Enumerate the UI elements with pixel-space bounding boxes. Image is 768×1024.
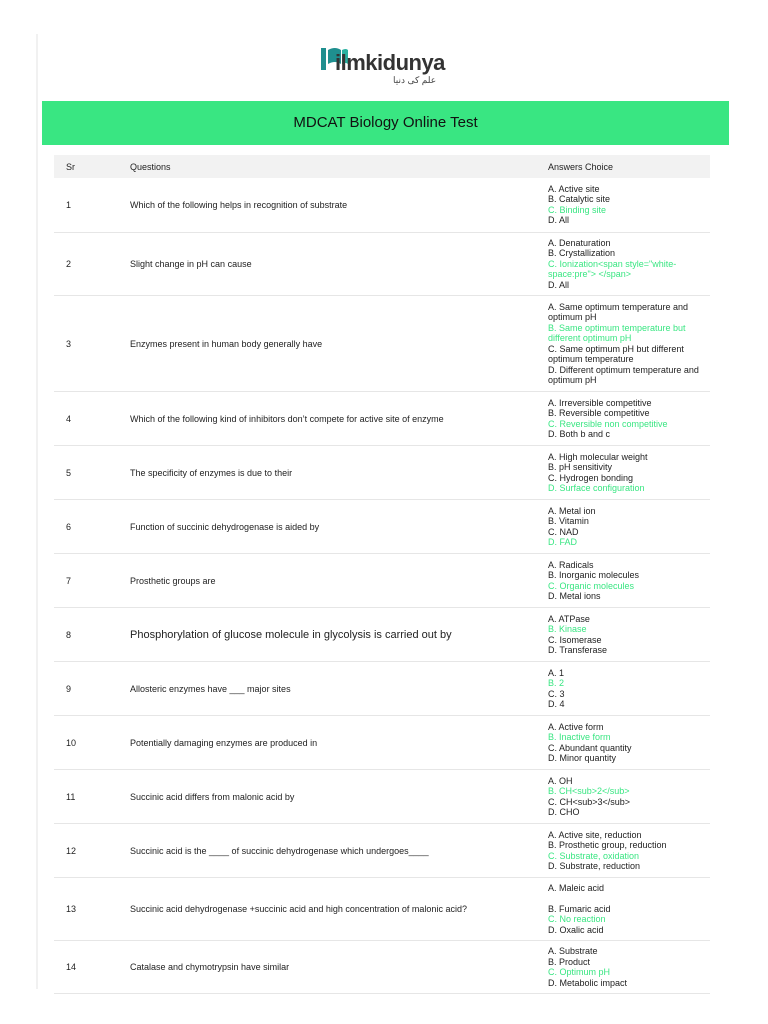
answer-option: B. pH sensitivity	[548, 462, 613, 472]
site-logo[interactable]	[319, 44, 459, 94]
question-text: Slight change in pH can cause	[118, 232, 536, 296]
page-title: MDCAT Biology Online Test	[293, 114, 478, 131]
answer-option: D. Transferase	[548, 645, 608, 655]
answer-option: A. Active site, reduction	[548, 829, 642, 840]
answer-option: D. All	[548, 215, 570, 226]
table-row	[54, 770, 710, 824]
answer-choices	[536, 662, 710, 716]
correct-answer-option: B. Same optimum temperature but different optimum pH	[548, 322, 686, 343]
question-number: 3	[54, 296, 118, 392]
question-text: The specificity of enzymes is due to their	[118, 446, 536, 500]
correct-answer-option: B. 2	[548, 678, 565, 688]
answer-option: D. Metal ions	[548, 591, 601, 601]
question-text: Allosteric enzymes have ___ major sites	[118, 662, 536, 716]
answer-option: C. CH<sub>3</sub>	[548, 796, 631, 807]
answer-choices	[536, 178, 710, 232]
answer-option: D. Substrate, reduction	[548, 861, 641, 871]
answer-option: A. Maleic acid	[548, 883, 605, 893]
answer-option: A. Active form	[548, 721, 604, 732]
question-number: 12	[54, 824, 118, 878]
logo-wordmark: ilmkidunya	[335, 50, 445, 75]
answer-option: C. Hydrogen bonding	[548, 472, 634, 483]
answer-option: C. NAD	[548, 526, 579, 537]
answer-option: D. Metabolic impact	[548, 977, 628, 988]
table-row	[54, 554, 710, 608]
question-text: Which of the following kind of inhibitors don’t compete for active site of enzyme	[118, 392, 536, 446]
table-row	[54, 716, 710, 770]
table-header-row	[54, 155, 710, 178]
correct-answer-option: C. No reaction	[548, 914, 606, 924]
question-number: 8	[54, 608, 118, 662]
question-number: 7	[54, 554, 118, 608]
answer-option: A. High molecular weight	[548, 451, 648, 462]
table-row	[54, 178, 710, 232]
question-number: 10	[54, 716, 118, 770]
page-title-banner	[42, 101, 729, 145]
answer-option: A. Radicals	[548, 559, 594, 570]
answer-option: D. 4	[548, 699, 565, 709]
answer-option: B. Product	[548, 956, 591, 967]
answer-option: C. Same optimum pH but different optimum temperature	[548, 343, 684, 364]
header-sr: Sr	[54, 155, 118, 178]
answer-option: D. Both b and c	[548, 429, 611, 439]
correct-answer-option: C. Organic molecules	[548, 580, 635, 591]
table-row	[54, 446, 710, 500]
answer-choices	[536, 608, 710, 662]
logo-tagline: علم کی دنیا	[393, 75, 437, 85]
answer-option: D. All	[548, 279, 570, 290]
answer-choices	[536, 446, 710, 500]
table-row	[54, 662, 710, 716]
question-number: 13	[54, 878, 118, 941]
question-text: Enzymes present in human body generally have	[118, 296, 536, 392]
correct-answer-option: C. Optimum pH	[548, 967, 611, 977]
answer-option: A. Irreversible competitive	[548, 397, 652, 408]
table-row	[54, 824, 710, 878]
table-row	[54, 878, 710, 941]
answer-option: A. OH	[548, 775, 573, 786]
question-text: Function of succinic dehydrogenase is aided by	[118, 500, 536, 554]
question-number: 5	[54, 446, 118, 500]
quiz-table-body	[54, 178, 710, 994]
question-number: 1	[54, 178, 118, 232]
question-text: Potentially damaging enzymes are produced in	[118, 716, 536, 770]
correct-answer-option: C. Substrate, oxidation	[548, 850, 640, 861]
answer-option: A. Metal ion	[548, 505, 596, 516]
answer-choices	[536, 500, 710, 554]
correct-answer-option: C. Ionization<span style="white-space:pre"> </span>	[548, 258, 677, 279]
correct-answer-option: B. CH<sub>2</sub>	[548, 786, 630, 796]
answer-choices	[536, 232, 710, 296]
answer-option: B. Catalytic site	[548, 194, 611, 205]
answer-choices	[536, 392, 710, 446]
question-text: Prosthetic groups are	[118, 554, 536, 608]
question-number: 11	[54, 770, 118, 824]
answer-choices	[536, 941, 710, 994]
answer-option: B. Vitamin	[548, 516, 589, 526]
answer-option: C. 3	[548, 688, 565, 699]
question-text: Catalase and chymotrypsin have similar	[118, 941, 536, 994]
correct-answer-option: D. FAD	[548, 537, 578, 547]
answer-option: B. Prosthetic group, reduction	[548, 840, 667, 850]
header-questions: Questions	[118, 155, 536, 178]
answer-option: A. Same optimum temperature and optimum pH	[548, 301, 689, 322]
answer-option: D. Different optimum temperature and optimum pH	[548, 364, 699, 385]
question-number: 14	[54, 941, 118, 994]
question-text: Succinic acid differs from malonic acid by	[118, 770, 536, 824]
answer-option: A. Active site	[548, 183, 600, 194]
table-row	[54, 500, 710, 554]
question-number: 9	[54, 662, 118, 716]
question-text: Phosphorylation of glucose molecule in glycolysis is carried out by	[118, 608, 536, 662]
answer-option: D. Oxalic acid	[548, 924, 604, 935]
header-answers: Answers Choice	[536, 155, 710, 178]
answer-option: B. Crystallization	[548, 248, 616, 258]
correct-answer-option: B. Inactive form	[548, 732, 611, 742]
answer-option: D. CHO	[548, 807, 580, 817]
answer-option: B. Fumaric acid	[548, 903, 611, 914]
answer-choices	[536, 554, 710, 608]
quiz-table	[54, 155, 710, 994]
answer-choices	[536, 824, 710, 878]
answer-option: B. Inorganic molecules	[548, 570, 640, 580]
answer-option: A. ATPase	[548, 613, 590, 624]
question-text: Succinic acid dehydrogenase +succinic acid and high concentration of malonic acid?	[118, 878, 536, 941]
correct-answer-option: D. Surface configuration	[548, 483, 645, 493]
correct-answer-option: C. Reversible non competitive	[548, 418, 668, 429]
page-edge-rule	[36, 34, 38, 989]
answer-choices	[536, 770, 710, 824]
correct-answer-option: B. Kinase	[548, 624, 587, 634]
answer-option: A. Substrate	[548, 946, 598, 956]
answer-option: C. Abundant quantity	[548, 742, 632, 753]
table-row	[54, 232, 710, 296]
correct-answer-option: C. Binding site	[548, 204, 607, 215]
table-row	[54, 296, 710, 392]
answer-choices	[536, 296, 710, 392]
answer-option: A. 1	[548, 667, 565, 678]
answer-option: B. Reversible competitive	[548, 408, 650, 418]
question-number: 6	[54, 500, 118, 554]
answer-option: C. Isomerase	[548, 634, 602, 645]
question-number: 4	[54, 392, 118, 446]
table-row	[54, 608, 710, 662]
answer-option: A. Denaturation	[548, 237, 611, 248]
table-row	[54, 941, 710, 994]
answer-option: D. Minor quantity	[548, 753, 617, 763]
question-text: Which of the following helps in recognition of substrate	[118, 178, 536, 232]
question-number: 2	[54, 232, 118, 296]
answer-choices	[536, 878, 710, 941]
table-row	[54, 392, 710, 446]
answer-choices	[536, 716, 710, 770]
question-text: Succinic acid is the ____ of succinic dehydrogenase which undergoes____	[118, 824, 536, 878]
